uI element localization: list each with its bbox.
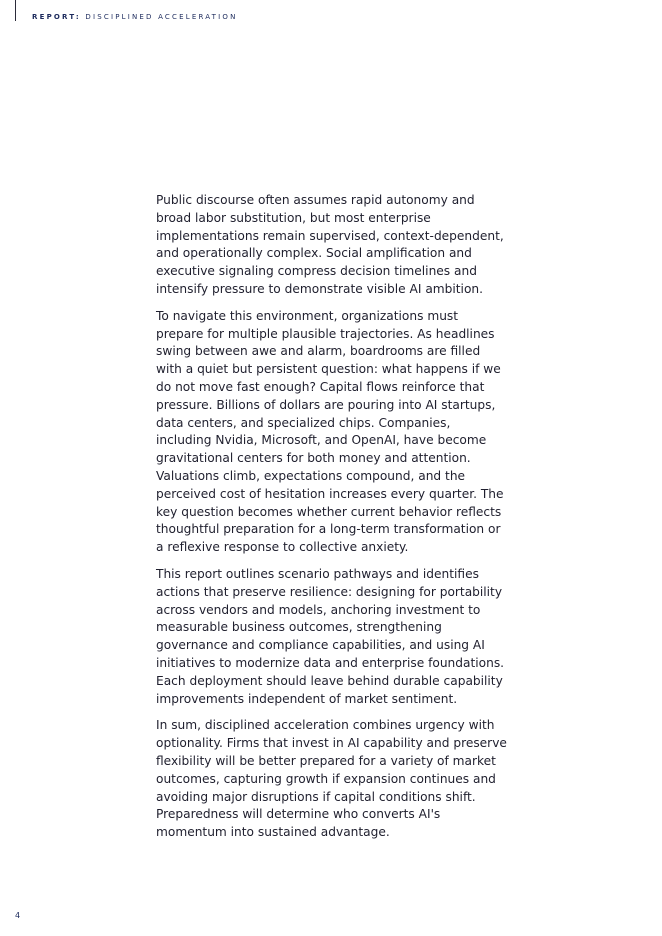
paragraph-2: To navigate this environment, organizations must prepare for multiple plausible trajectories. As headlines swing between awe and alarm, boardrooms are filled with a quiet but persistent question: what happens if we do not move fast enough? Capital flows reinforce that pressure. Billions of dollars are pouring into AI startups, data centers, and specialized chips. Companies, including Nvidia, Microsoft, and OpenAI, have become gravitational centers for both money and attention. Valuations climb, expectations compound, and the perceived cost of hesitation increases every quarter. The key question becomes whether current behavior reflects thoughtful preparation for a long-term transformation or a reflexive response to collective anxiety. [156,308,504,555]
running-header-title: DISCIPLINED ACCELERATION [85,13,238,21]
running-header-label: REPORT: [32,13,81,21]
header-rule [15,0,16,21]
page-number: 4 [15,911,21,920]
paragraph-1: Public discourse often assumes rapid autonomy and broad labor substitution, but most enterprise implementations remain supervised, context-dependent, and operationally complex. Social amplification and executive signaling compress decision timelines and intensify pressure to demonstrate visible AI ambition. [156,193,504,296]
body-text [156,192,508,851]
running-header [32,13,238,21]
paragraph-4: In sum, disciplined acceleration combines urgency with optionality. Firms that invest in AI capability and preserve flexibility will be better prepared for a variety of market outcomes, capturing growth if expansion continues and avoiding major disruptions if capital conditions shift. Preparedness will determine who converts AI's momentum into sustained advantage. [156,718,507,840]
paragraph-3: This report outlines scenario pathways and identifies actions that preserve resilience: designing for portability across vendors and models, anchoring investment to measurable business outcomes, strengthening governance and compliance capabilities, and using AI initiatives to modernize data and enterprise foundations. Each deployment should leave behind durable capability improvements independent of market sentiment. [156,566,505,706]
